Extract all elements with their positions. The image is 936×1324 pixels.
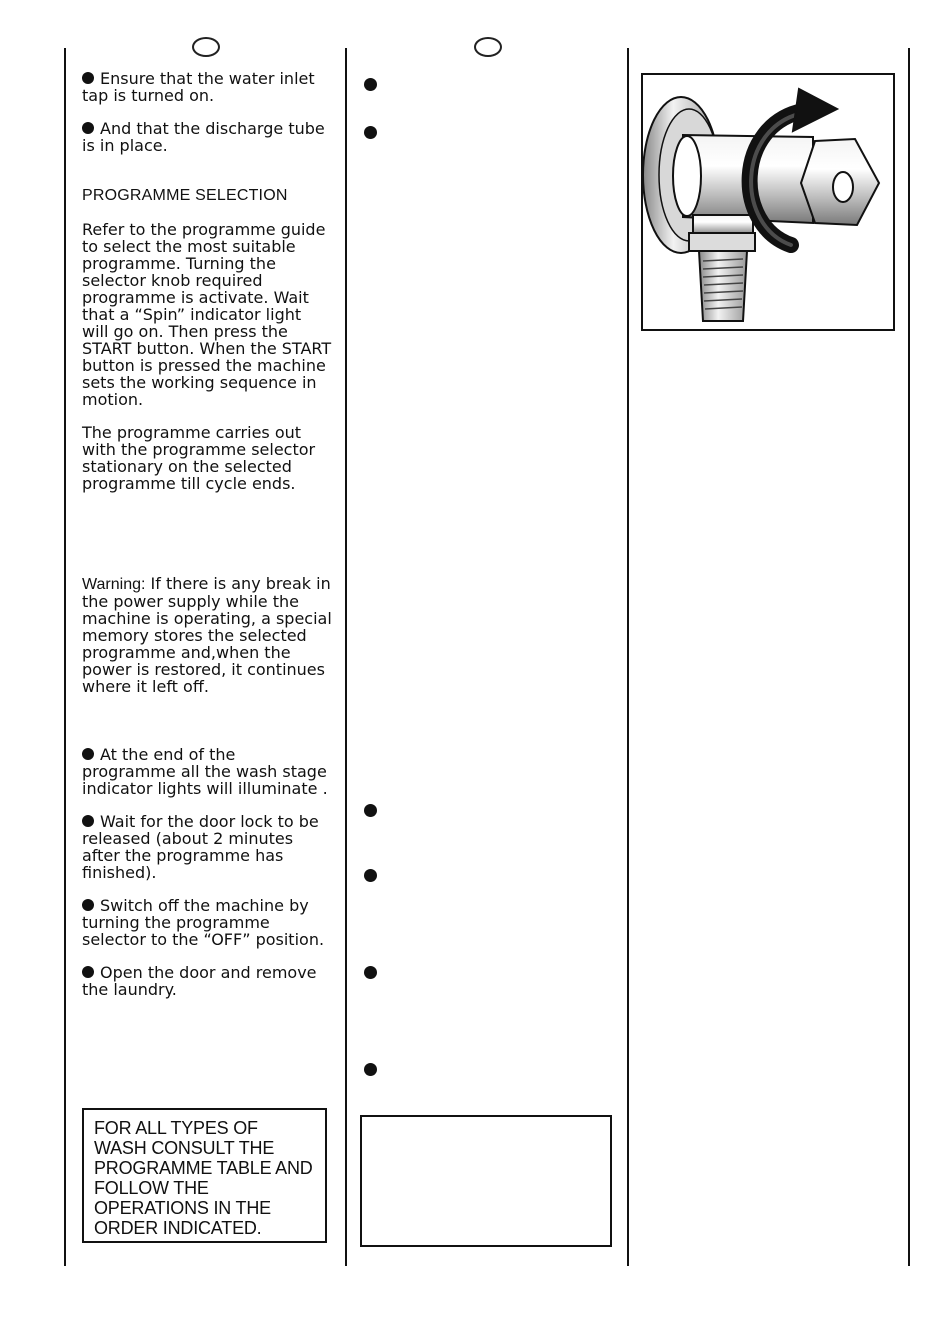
bullet-icon (82, 899, 94, 911)
open-door-text: Open the door and remove the laundry. (82, 963, 317, 999)
water-tap-illustration (643, 75, 893, 329)
column-divider-middle (345, 48, 347, 1266)
middle-notice-box (360, 1115, 612, 1247)
middle-bullet-4 (364, 869, 377, 882)
section-heading: PROGRAMME SELECTION (82, 187, 288, 204)
warning-paragraph (82, 575, 332, 695)
column-divider-far-right (908, 48, 910, 1266)
programme-table-notice (82, 1108, 327, 1243)
bullet-icon (82, 815, 94, 827)
bullet-icon (82, 748, 94, 760)
middle-bullet-1 (364, 78, 377, 91)
middle-bullet-3 (364, 804, 377, 817)
middle-bullet-5 (364, 966, 377, 979)
end-bullet-lights (82, 746, 332, 797)
warning-label: Warning: (82, 576, 146, 593)
discharge-tube-text: And that the discharge tube is in place. (82, 119, 325, 155)
discharge-tube-bullet (82, 120, 332, 154)
notice-text: FOR ALL TYPES OF WASH CONSULT THE PROGRAMME TABLE AND FOLLOW THE OPERATIONS IN THE ORDER INDICATED. (94, 1118, 313, 1238)
cycle-paragraph: The programme carries out with the programme selector stationary on the selected programme till cycle ends. (82, 423, 316, 493)
left-column (82, 70, 332, 998)
end-bullet-switch-off (82, 897, 332, 948)
end-lights-text: At the end of the programme all the wash stage indicator lights will illuminate . (82, 745, 328, 798)
switch-off-text: Switch off the machine by turning the programme selector to the “OFF” position. (82, 896, 325, 949)
language-circle-left (192, 37, 220, 57)
middle-bullet-2 (364, 126, 377, 139)
middle-bullet-6 (364, 1063, 377, 1076)
bullet-icon (82, 72, 94, 84)
column-divider-right (627, 48, 629, 1266)
tap-figure-frame (641, 73, 895, 331)
selection-paragraph: Refer to the programme guide to select the most suitable programme. Turning the selector knob required programme is activate. Wait that a “Spin” indicator light will go on. Then press the START button. When the START button is pressed the machine sets the working sequence in motion. (82, 220, 332, 409)
warning-text: If there is any break in the power supply while the machine is operating, a special memory stores the selected programme and,when the power is restored, it continues where it left off. (82, 574, 332, 696)
end-bullet-door-lock (82, 813, 332, 881)
language-circle-middle (474, 37, 502, 57)
column-divider-left (64, 48, 66, 1266)
end-bullet-open-door (82, 964, 332, 998)
inlet-tap-bullet (82, 70, 332, 104)
bullet-icon (82, 966, 94, 978)
door-lock-text: Wait for the door lock to be released (about 2 minutes after the programme has finished). (82, 812, 319, 882)
bullet-icon (82, 122, 94, 134)
inlet-tap-text: Ensure that the water inlet tap is turned on. (82, 69, 315, 105)
